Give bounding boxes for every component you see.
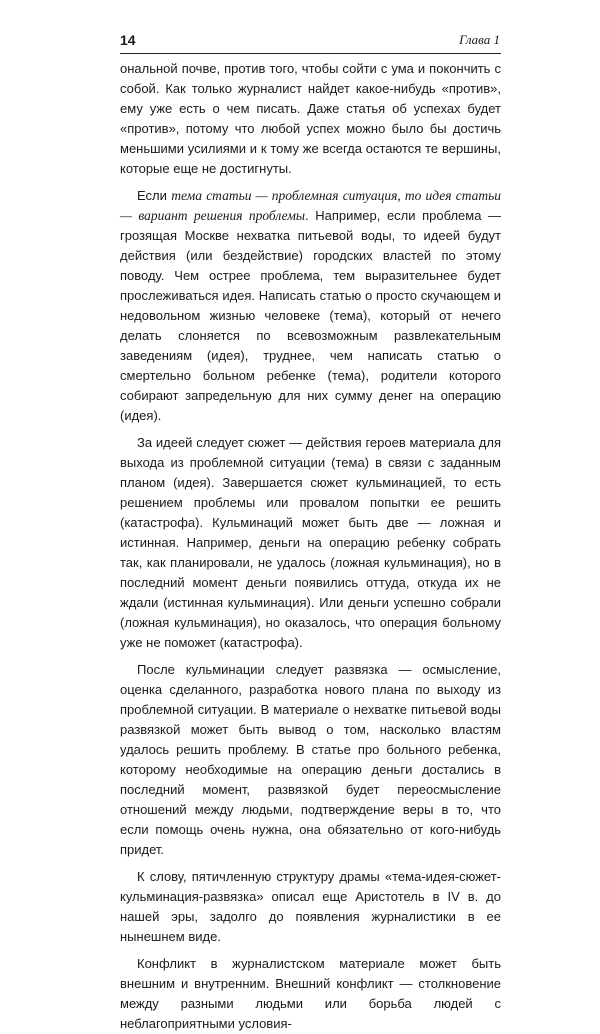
- paragraph-2-italic: тема статьи — проблемная ситуация, то идея статьи — вариант решения проблемы: [120, 188, 502, 223]
- paragraph-1: ональной почве, против того, чтобы сойти с ума и покончить с собой. Как только журналист найдет какое-нибудь «против», ему уже есть о чем писать. Даже статья об успехах будет «против», потому что любой успех можно было бы достичь меньшими усилиями и к тому же всегда остаются те вершины, которые еще не достигнуты.: [120, 61, 501, 176]
- body-text: [120, 59, 501, 1034]
- running-header: [120, 32, 500, 52]
- chapter-title: Глава 1: [459, 32, 500, 47]
- paragraph-6: Конфликт в журналистском материале может быть внешним и внутренним. Внешний конфликт — столкновение между разными людьми или борьба людей с неблагоприятными условия-: [120, 956, 501, 1031]
- paragraph-4: После кульминации следует развязка — осмысление, оценка сделанного, разработка нового плана по выходу из проблемной ситуации. В материале о нехватке питьевой воды развязкой может быть вывод о том, насколько властям удалось решить проблему. В статье про больного ребенка, которому необходимые на операцию деньги достались в последний момент, развязкой будет переосмысление отношений между людьми, подтверждение веры в то, что если помощь очень нужна, она обязательно от кого-нибудь придет.: [120, 662, 501, 857]
- paragraph-2: [120, 186, 501, 426]
- paragraph-3: За идеей следует сюжет — действия героев материала для выхода из проблемной ситуации (тема) в связи с заданным планом (идея). Завершается сюжет кульминацией, то есть решением проблемы или провалом попытки ее решить (катастрофа). Кульминаций может быть две — ложная и истинная. Например, деньги на операцию ребенку собрать так, как планировали, не удалось (ложная кульминация), но в последний момент деньги появились оттуда, откуда их не ждали (истинная кульминация). Или деньги успешно собрали (ложная кульминация), но оказалось, что операция больному уже не поможет (катастрофа).: [120, 435, 501, 650]
- page-number: 14: [120, 32, 136, 48]
- paragraph-5: К слову, пятичленную структуру драмы «тема-идея-сюжет-кульминация-развязка» описал еще Аристотель в IV в. до нашей эры, задолго до появления журналистики в ее нынешнем виде.: [120, 869, 501, 944]
- paragraph-2-rest: . Например, если проблема — грозящая Москве нехватка питьевой воды, то идеей будут действия (или бездействие) городских властей по этому поводу. Чем острее проблема, тем выразительнее будет прослеживаться идея. Написать статью о просто скучающем и недовольном жизнью человеке (тема), который от нечего делать слоняется по всевозможным развлекательным заведениям (идея), труднее, чем написать статью о смертельно больном ребенке (тема), родители которого собирают запредельную для них сумму денег на операцию (идея).: [120, 208, 502, 423]
- paragraph-2-lead: Если: [137, 188, 172, 203]
- header-rule: [120, 53, 501, 54]
